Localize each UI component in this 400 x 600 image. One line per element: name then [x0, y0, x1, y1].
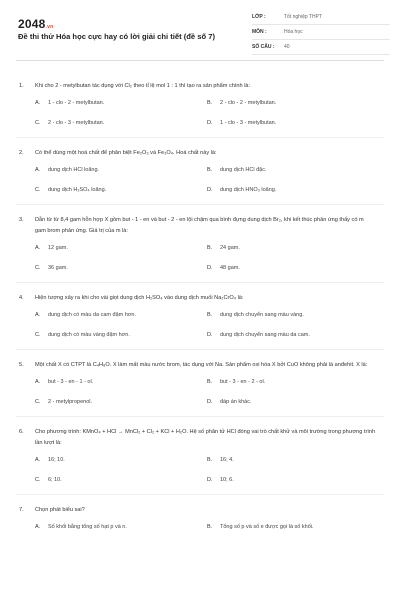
option-text: Số khối bằng tổng số hạt p và n. — [48, 524, 127, 530]
option-text: dung dịch HCl loãng. — [48, 167, 100, 173]
question-divider — [16, 282, 384, 283]
option-letter: A. — [35, 312, 41, 318]
option-text: 10; 6. — [220, 477, 234, 483]
meta-row-count — [252, 40, 390, 55]
meta-label: LỚP : — [252, 14, 266, 20]
answer-option[interactable] — [207, 166, 379, 175]
option-letter: C. — [35, 187, 41, 193]
option-text: 16; 4. — [220, 457, 234, 463]
option-text: 2 - clo - 3 - metylbutan. — [48, 120, 105, 126]
question-stem — [16, 81, 384, 92]
question-stem — [16, 505, 384, 516]
option-text: 2 - metylpropenol. — [48, 399, 93, 405]
question-number: 1. — [19, 83, 24, 89]
question-stem — [16, 427, 384, 449]
question-item — [16, 360, 384, 417]
option-letter: B. — [207, 524, 213, 530]
option-letter: C. — [35, 332, 41, 338]
answer-option[interactable] — [207, 476, 379, 485]
exam-meta — [252, 10, 390, 55]
option-text: 16; 10. — [48, 457, 65, 463]
answer-option[interactable] — [207, 186, 379, 195]
option-letter: C. — [35, 477, 41, 483]
option-letter: B. — [207, 100, 213, 106]
meta-value: Hóa học — [284, 29, 303, 35]
answer-option[interactable] — [207, 99, 379, 108]
option-text: dung dịch chuyển sang màu da cam. — [220, 332, 310, 338]
question-stem — [16, 360, 384, 371]
option-text: 36 gam. — [48, 265, 68, 271]
option-text: dung dịch HCl đặc. — [220, 167, 267, 173]
option-text: dung dịch H₂SO₄ loãng. — [48, 187, 107, 193]
option-letter: A. — [35, 167, 41, 173]
answer-option[interactable] — [35, 456, 207, 465]
answer-option[interactable] — [207, 523, 379, 532]
answer-options — [35, 456, 384, 485]
option-text: dung dịch có màu vàng đậm hơn. — [48, 332, 130, 338]
logo-suffix: .vn — [45, 24, 54, 30]
answer-option[interactable] — [207, 311, 379, 320]
question-item — [16, 293, 384, 350]
answer-option[interactable] — [35, 166, 207, 175]
option-text: 1 - clo - 3 - metylbutan. — [220, 120, 277, 126]
answer-options — [35, 311, 384, 340]
option-letter: B. — [207, 245, 213, 251]
option-letter: A. — [35, 245, 41, 251]
page-title: Đề thi thử Hóa học cực hay có lời giải chi tiết (đề số 7) — [18, 32, 215, 41]
question-divider — [16, 204, 384, 205]
answer-options — [35, 244, 384, 273]
question-number: 2. — [19, 150, 24, 156]
option-letter: B. — [207, 167, 213, 173]
question-text: Dẫn từ từ 8,4 gam hỗn hợp X gồm but - 1 - en và but - 2 - en lội chậm qua bình đựng dung dịch Br₂, khi kết thúc phản ứng thấy có m gam brom phản ứng. Giá trị của m là: — [35, 217, 364, 234]
answer-options — [35, 378, 384, 407]
question-item — [16, 81, 384, 138]
option-letter: D. — [207, 120, 213, 126]
option-text: 48 gam. — [220, 265, 240, 271]
question-divider — [16, 349, 384, 350]
answer-option[interactable] — [207, 378, 379, 387]
question-item — [16, 427, 384, 495]
answer-option[interactable] — [35, 186, 207, 195]
option-text: 12 gam. — [48, 245, 68, 251]
page-header — [16, 0, 384, 61]
question-text: Hiện tượng xảy ra khi cho vài giọt dung dịch H₂SO₄ vào dung dịch muối Na₂CrO₄ là: — [35, 295, 244, 301]
question-stem — [16, 215, 384, 237]
option-letter: D. — [207, 265, 213, 271]
answer-option[interactable] — [35, 99, 207, 108]
meta-row-subject — [252, 25, 390, 40]
option-text: but - 3 - en - 1 - ol. — [48, 379, 94, 385]
answer-option[interactable] — [207, 244, 379, 253]
question-item — [16, 148, 384, 205]
question-number: 5. — [19, 362, 24, 368]
question-number: 4. — [19, 295, 24, 301]
answer-options — [35, 166, 384, 195]
question-text: Khi cho 2 - metylbutan tác dụng với Cl₂ theo tỉ lệ mol 1 : 1 thì tạo ra sản phẩm chính là: — [35, 83, 251, 89]
answer-option[interactable] — [35, 311, 207, 320]
question-divider — [16, 494, 384, 495]
option-text: đáp án khác. — [220, 399, 252, 405]
option-text: dung dịch HNO₃ loãng. — [220, 187, 277, 193]
question-number: 6. — [19, 429, 24, 435]
answer-option[interactable] — [35, 264, 207, 273]
option-letter: A. — [35, 457, 41, 463]
answer-option[interactable] — [207, 331, 379, 340]
option-text: dung dịch chuyển sang màu vàng. — [220, 312, 304, 318]
option-text: dung dịch có màu da cam đậm hơn. — [48, 312, 136, 318]
option-text: 6; 10. — [48, 477, 62, 483]
question-number: 3. — [19, 217, 24, 223]
option-letter: A. — [35, 524, 41, 530]
answer-option[interactable] — [35, 476, 207, 485]
option-text: but - 3 - en - 2 - ol. — [220, 379, 266, 385]
meta-label: SỐ CÂU : — [252, 44, 275, 50]
question-divider — [16, 137, 384, 138]
answer-option[interactable] — [35, 331, 207, 340]
answer-option[interactable] — [207, 119, 379, 128]
question-stem — [16, 293, 384, 304]
question-list — [16, 61, 384, 532]
option-letter: C. — [35, 265, 41, 271]
answer-option[interactable] — [35, 119, 207, 128]
answer-option[interactable] — [207, 398, 379, 407]
option-letter: C. — [35, 399, 41, 405]
answer-option[interactable] — [207, 264, 379, 273]
question-text: Có thể dùng một hoá chất để phân biệt Fe₂O₃ và Fe₃O₄. Hoá chất này là: — [35, 150, 217, 156]
option-text: Tổng số p và số e được gọi là số khối. — [220, 524, 314, 530]
option-letter: B. — [207, 457, 213, 463]
site-logo[interactable]: 2048.vn — [18, 17, 54, 31]
answer-option[interactable] — [35, 244, 207, 253]
question-item — [16, 215, 384, 283]
question-text: Chọn phát biểu sai? — [35, 507, 85, 513]
meta-value: 40 — [284, 44, 290, 50]
answer-option[interactable] — [35, 378, 207, 387]
meta-value: Tốt nghiệp THPT — [284, 14, 322, 20]
question-text: Cho phương trình: KMnO₄ + HCl → MnCl₂ + Cl₂ + KCl + H₂O. Hệ số phân tử HCl đóng vai trò chất khử và môi trường trong phương trình lần lượt là: — [35, 429, 376, 446]
option-letter: B. — [207, 379, 213, 385]
option-letter: A. — [35, 100, 41, 106]
option-letter: B. — [207, 312, 213, 318]
option-text: 24 gam. — [220, 245, 240, 251]
question-number: 7. — [19, 507, 24, 513]
question-stem — [16, 148, 384, 159]
option-letter: C. — [35, 120, 41, 126]
option-letter: D. — [207, 399, 213, 405]
meta-row-class — [252, 10, 390, 25]
option-letter: D. — [207, 187, 213, 193]
answer-option[interactable] — [35, 523, 207, 532]
option-letter: D. — [207, 332, 213, 338]
answer-options — [35, 99, 384, 128]
option-letter: A. — [35, 379, 41, 385]
question-text: Một chất X có CTPT là C₄H₈O. X làm mất màu nước brom, tác dụng với Na. Sản phẩm oxi hóa X bởi CuO không phải là anđehit. X là: — [35, 362, 368, 368]
answer-option[interactable] — [207, 456, 379, 465]
meta-label: MÔN : — [252, 29, 267, 35]
question-item — [16, 505, 384, 532]
question-divider — [16, 416, 384, 417]
option-letter: D. — [207, 477, 213, 483]
option-text: 1 - clo - 2 - metylbutan. — [48, 100, 105, 106]
answer-option[interactable] — [35, 398, 207, 407]
answer-options — [35, 523, 384, 532]
option-text: 2 - clo - 2 - metylbutan. — [220, 100, 277, 106]
